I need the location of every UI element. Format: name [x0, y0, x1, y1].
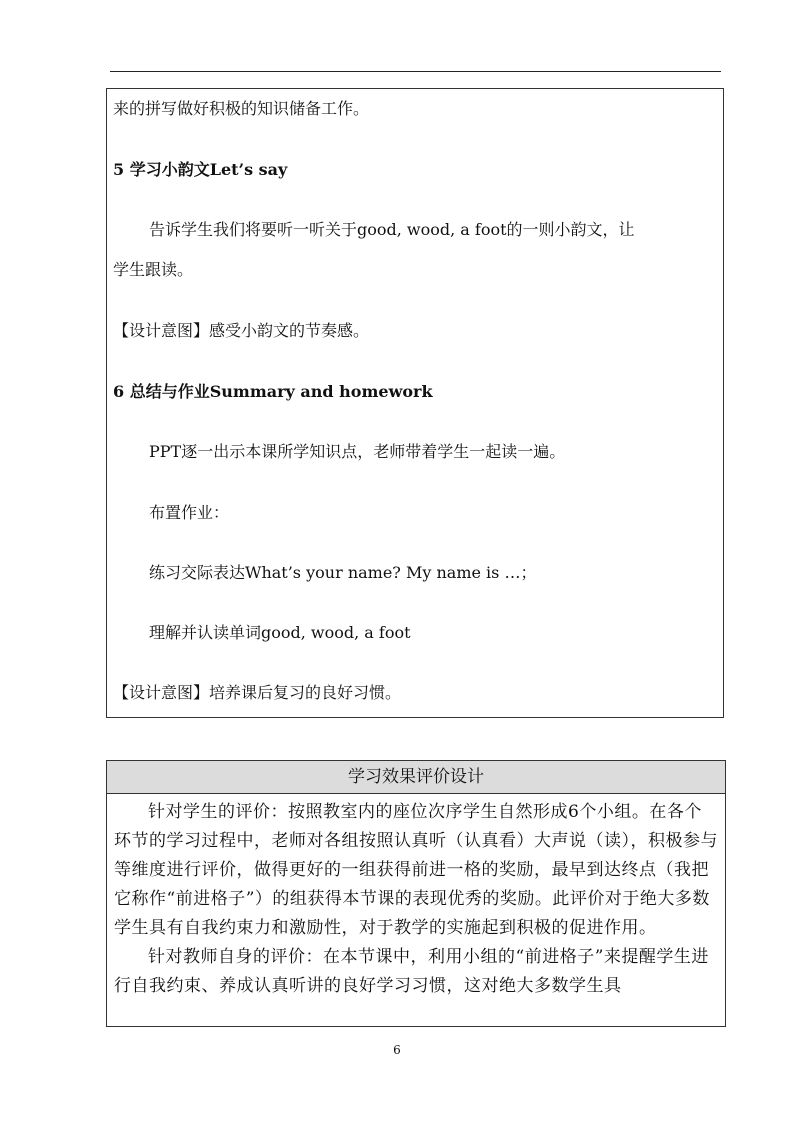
student-evaluation-paragraph: 针对学生的评价：按照教室内的座位次序学生自然形成6个小组。在各个环节的学习过程中，老师对各组按照认真听（认真看）大声说（读），积极参与等维度进行评价，做得更好的一组获得前进一格的奖励，最早到达终点（我把它称作“前进格子”）的组获得本节课的表现优秀的奖励。此评价对于绝大多数学生具有自我约束力和激励性，对于教学的实施起到积极的促进作用。 — [114, 802, 718, 938]
homework-item: 练习交际表达What’s your name? My name is …； — [149, 563, 537, 582]
section-heading-summary: 6 总结与作业Summary and homework — [113, 382, 433, 401]
evaluation-body — [107, 794, 725, 1001]
design-intent-note: 【设计意图】感受小韵文的节奏感。 — [113, 321, 370, 340]
homework-label: 布置作业： — [149, 503, 230, 522]
homework-item: 理解并认读单词good, wood, a foot — [149, 623, 411, 642]
page-number: 6 — [393, 1043, 401, 1057]
text-line: 学生跟读。 — [113, 260, 194, 279]
text-line: 告诉学生我们将要听一听关于good, wood, a foot的一则小韵文，让 — [149, 220, 635, 239]
text-line: PPT逐一出示本课所学知识点，老师带着学生一起读一遍。 — [149, 442, 566, 461]
evaluation-table — [106, 760, 726, 1027]
lesson-steps-box — [106, 88, 724, 718]
header-rule — [110, 71, 721, 72]
design-intent-note: 【设计意图】培养课后复习的良好习惯。 — [113, 683, 402, 702]
teacher-evaluation-paragraph: 针对教师自身的评价：在本节课中，利用小组的“前进格子”来提醒学生进行自我约束、养成认真听讲的良好学习习惯，这对绝大多数学生具 — [114, 947, 709, 996]
section-heading-lets-say: 5 学习小韵文Let’s say — [113, 160, 288, 179]
text-line: 来的拼写做好积极的知识储备工作。 — [113, 99, 370, 118]
evaluation-title: 学习效果评价设计 — [107, 761, 725, 794]
